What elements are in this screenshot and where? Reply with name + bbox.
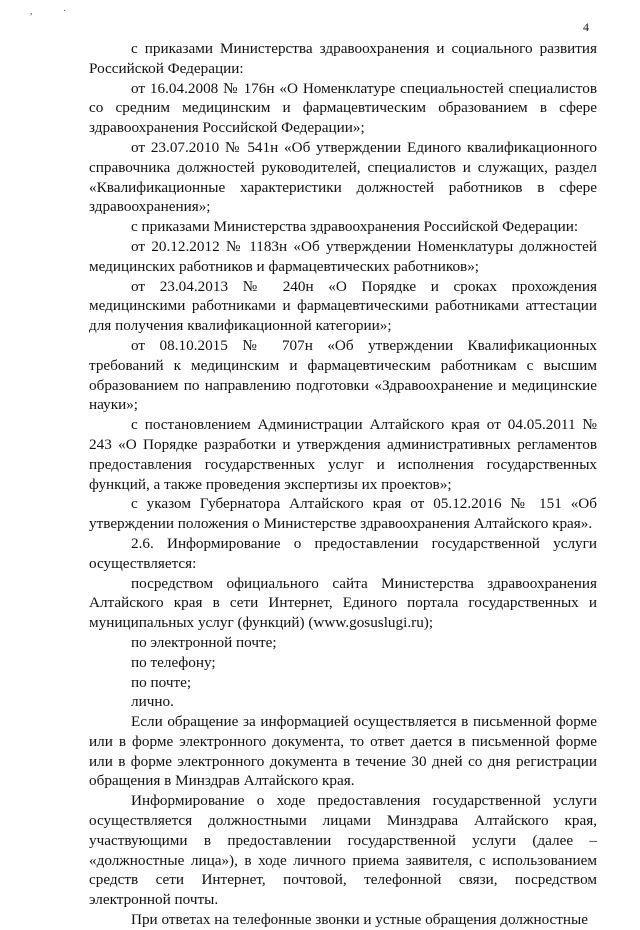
paragraph-7: от 08.10.2015 № 707н «Об утверждении Квалификационных требований к медицинским и фармацевтическим работникам с высшим образованием по направлению подготовки «Здравоохранение и медицинские науки»;: [89, 336, 597, 414]
paragraph-18: При ответах на телефонные звонки и устные обращения должностные: [131, 911, 589, 929]
paragraph-2: от 16.04.2008 № 176н «О Номенклатуре специальностей специалистов со средним медицинским и фармацевтическим образованием в сфере здравоохранения Российской Федерации»;: [89, 79, 597, 137]
paragraph-3: от 23.07.2010 № 541н «Об утверждении Единого квалификационного справочника должностей руководителей, специалистов и служащих, раздел «Квалификационные характеристики должностей работников в сфере здравоохранения»;: [89, 138, 597, 216]
paragraph-17: Информирование о ходе предоставления государственной услуги осуществляется должностными лицами Минздрава Алтайского края, участвующими в предоставлении государственной услуги (далее – «должностные лица»), в ходе личного приема заявителя, с использованием средств сети Интернет, почтовой, телефонной связи, посредством электронной почты.: [89, 792, 597, 909]
paragraph-12: по электронной почте;: [131, 633, 277, 651]
paragraph-10: 2.6. Информирование о предоставлении государственной услуги осуществляется:: [89, 534, 597, 572]
corner-marks: , ·: [30, 6, 81, 17]
paragraph-14: по почте;: [131, 673, 192, 691]
paragraph-13: по телефону;: [131, 653, 216, 671]
paragraph-1: с приказами Министерства здравоохранения и социального развития Российской Федерации:: [89, 40, 597, 77]
paragraph-6: от 23.04.2013 № 240н «О Порядке и сроках прохождения медицинскими работниками и фармацевтическими работниками аттестации для получения квалификационной категории»;: [89, 277, 597, 335]
paragraph-9: с указом Губернатора Алтайского края от 05.12.2016 № 151 «Об утверждении положения о Министерстве здравоохранения Алтайского края».: [89, 495, 597, 533]
paragraph-11: посредством официального сайта Министерства здравоохранения Алтайского края в сети Интернет, Единого портала государственных и муниципальных услуг (функций) (www.gosuslugi.ru);: [89, 574, 597, 632]
paragraph-8: с постановлением Администрации Алтайского края от 04.05.2011 № 243 «О Порядке разработки и утверждения административных регламентов предоставления государственных услуг и исполнения государственных функций, а также проведения экспертизы их проектов»;: [89, 416, 597, 493]
paragraph-4: с приказами Министерства здравоохранения Российской Федерации:: [131, 218, 579, 236]
paragraph-5: от 20.12.2012 № 1183н «Об утверждении Номенклатуры должностей медицинских работников и фармацевтических работников»;: [89, 237, 597, 275]
document-body: [89, 39, 597, 930]
paragraph-16: Если обращение за информацией осуществляется в письменной форме или в форме электронного документа, то ответ дается в письменной форме или в форме электронного документа в течение 30 дней со дня регистрации обращения в Минздрав Алтайского края.: [89, 713, 597, 790]
paragraph-15: лично.: [131, 693, 174, 711]
page-number: 4: [583, 20, 589, 34]
